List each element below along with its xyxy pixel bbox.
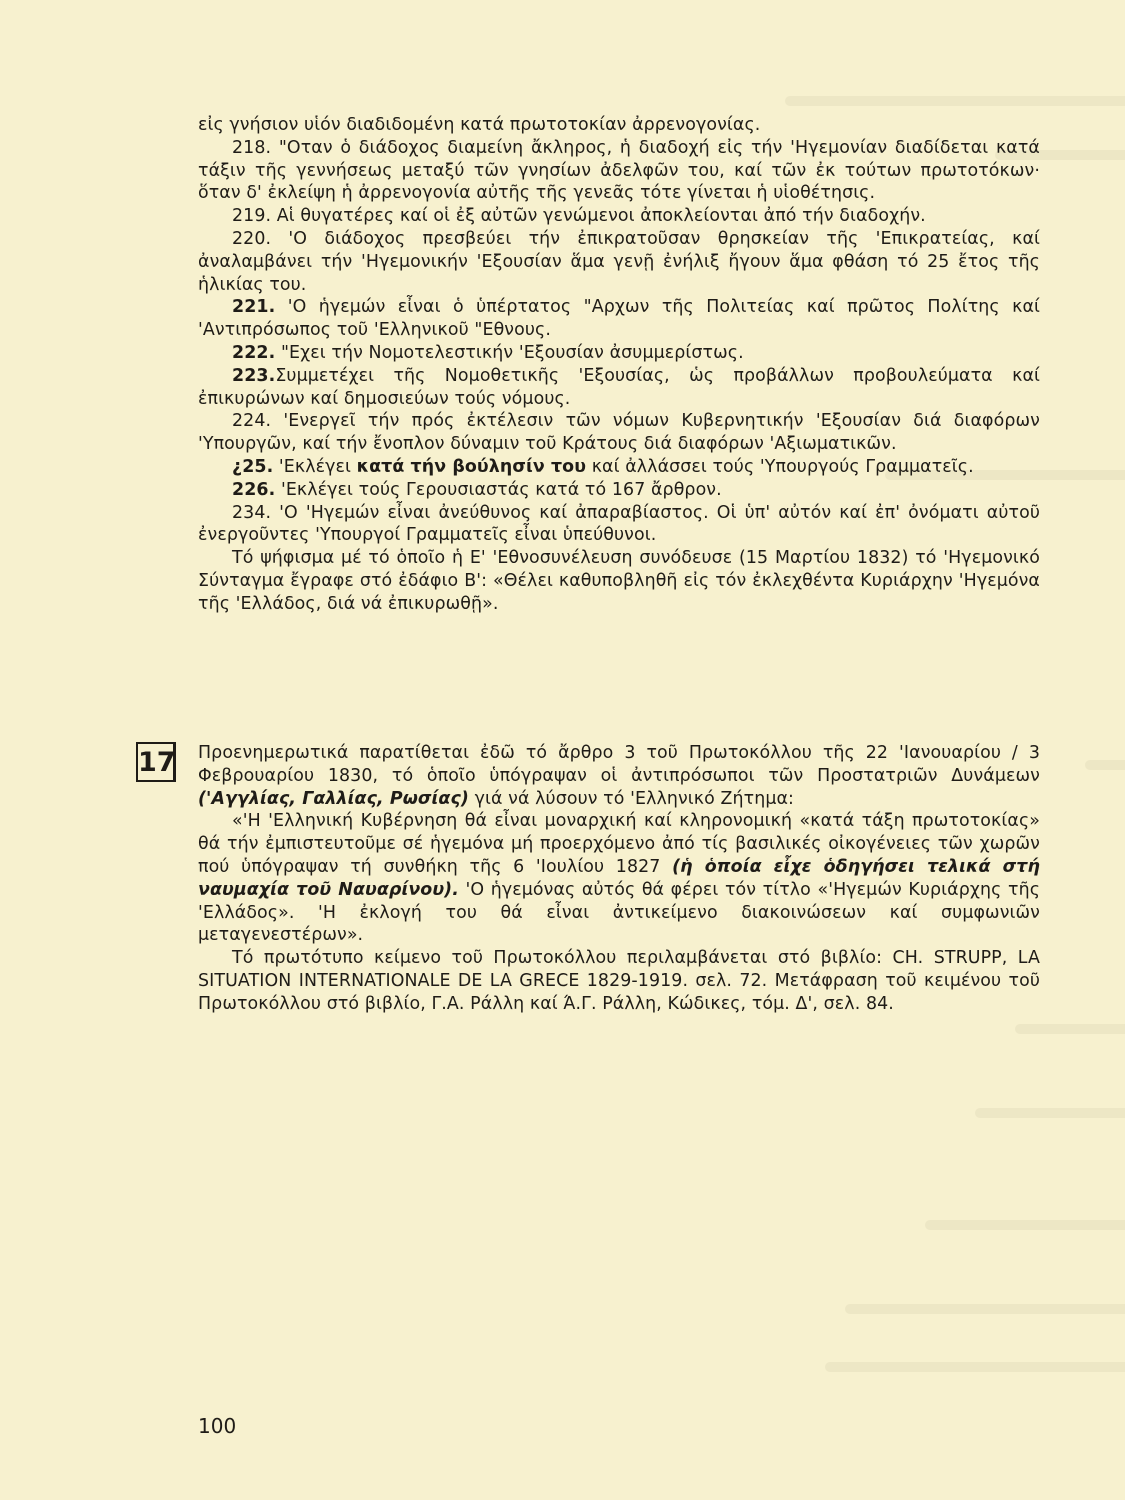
paragraph-text: εἰς γνήσιον υἱόν διαδιδομένη κατά πρωτοτοκίαν ἀρρενογονίας. <box>198 115 761 135</box>
paragraph-text: Τό πρωτότυπο κείμενο τοῦ Πρωτοκόλλου περιλαμβάνεται στό βιβλίο: CH. STRUPP, LA SITUATION INTERNATIONALE DE LA GRECE 1829-1919. σελ. 72. Μετάφραση τοῦ κειμένου τοῦ Πρωτοκόλλου στό βιβλίο, Γ.Α. Ράλλη καί Ά.Γ. Ράλλη, Κώδικες, τόμ. Δ', σελ. 84. <box>198 948 1040 1014</box>
article-number: ¿25. <box>232 456 274 477</box>
paragraph-text: Προενημερωτικά παρατίθεται ἐδῶ τό ἄρθρο 3 τοῦ Πρωτοκόλλου τῆς 22 'Ιανουαρίου / 3 Φεβρουαρίου 1830, τό ὁποῖο ὑπόγραψαν οἱ ἀντιπρόσωποι τῶν Προστατριῶν Δυνάμεων <box>198 743 1040 786</box>
constitution-articles-block <box>198 114 1040 616</box>
article-234 <box>198 502 1040 548</box>
article-222 <box>198 342 1040 365</box>
article-number: 222. <box>232 342 276 363</box>
article-text: Αἱ θυγατέρες καί οἱ ἐξ αὐτῶν γενώμενοι ἀποκλείονται ἀπό τήν διαδοχήν. <box>271 206 926 227</box>
article-text: 'Ο 'Ηγεμών εἶναι ἀνεύθυνος καί ἀπαραβίαστος. Οἱ ὑπ' αὐτόν καί ἐπ' ὀνόματι αὐτοῦ ἐνεργοῦντες 'Υπουργοί Γραμματεῖς εἶναι ὑπεύθυνοι. <box>198 502 1040 546</box>
article-225 <box>198 456 1040 479</box>
article-text: Συμμετέχει τῆς Νομοθετικῆς 'Εξουσίας, ὡς προβάλλων προβουλεύματα καί ἐπικυρώνων καί δημοσιεύων τούς νόμους. <box>198 365 1040 409</box>
article-text: 'Ο διάδοχος πρεσβεύει τήν ἐπικρατοῦσαν θρησκείαν τῆς 'Επικρατείας, καί ἀναλαμβάνει τήν 'Ηγεμονικήν 'Εξουσίαν ἅμα γενῇ ἐνήλιξ ἤγουν ἅμα φθάση τό 25 ἔτος τῆς ἡλικίας του. <box>198 228 1040 295</box>
article-number: 219. <box>232 206 272 227</box>
article-223 <box>198 365 1040 411</box>
article-221 <box>198 296 1040 342</box>
paragraph-text: Τό ψήφισμα μέ τό ὁποῖο ἡ Ε' 'Εθνοσυνέλευση συνόδευσε (15 Μαρτίου 1832) τό 'Ηγεμονικό Σύνταγμα ἔγραφε στό ἐδάφιο Β': «Θέλει καθυποβληθῆ εἰς τόν ἐκλεχθέντα Κυριάρχην 'Ηγεμόνα τῆς 'Ελλάδος, διά νά ἐπικυρωθῇ». <box>198 548 1040 614</box>
article-number: 218. <box>232 137 272 158</box>
article-number: 224. <box>232 411 272 432</box>
protocol-intro-paragraph <box>198 742 1040 810</box>
article-text: 'Ο ἡγεμών εἶναι ὁ ὑπέρτατος "Αρχων τῆς Πολιτείας καί πρῶτος Πολίτης καί 'Αντιπρόσωπος τοῦ 'Ελληνικοῦ "Εθνους. <box>198 297 1040 341</box>
powers-italic: ('Αγγλίας, Γαλλίας, Ρωσίας) <box>198 788 469 809</box>
article-number: 221. <box>232 297 276 318</box>
protocol-quote-paragraph <box>198 810 1040 947</box>
article-224 <box>198 410 1040 456</box>
source-paragraph <box>198 947 1040 1015</box>
article-220 <box>198 228 1040 296</box>
page-number: 100 <box>198 1414 237 1438</box>
article-bold-phrase: κατά τήν βούλησίν του <box>356 456 587 477</box>
article-text: 'Ενεργεῖ τήν πρός ἐκτέλεσιν τῶν νόμων Κυβερνητικήν 'Εξουσίαν διά διαφόρων 'Υπουργῶν, καί τήν ἔνοπλον δύναμιν τοῦ Κράτους διά διαφόρων 'Αξιωματικῶν. <box>198 411 1040 455</box>
protocol-note-block <box>198 742 1040 1016</box>
article-219 <box>198 205 1040 228</box>
section-marker-box: 17 <box>136 742 176 782</box>
article-218 <box>198 137 1040 205</box>
article-text: "Εχει τήν Νομοτελεστικήν 'Εξουσίαν ἀσυμμερίστως. <box>275 342 744 363</box>
paragraph-text-tail: γιά νά λύσουν τό 'Ελληνικό Ζήτημα: <box>468 788 795 809</box>
article-number: 220. <box>232 228 272 249</box>
paragraph-continuation <box>198 114 1040 137</box>
article-number: 234. <box>232 502 272 523</box>
article-226 <box>198 479 1040 502</box>
article-text: 'Εκλέγει τούς Γερουσιαστάς κατά τό 167 ἄρθρον. <box>275 479 722 500</box>
article-text: 'Εκλέγει <box>273 456 357 477</box>
article-text-tail: καί ἀλλάσσει τούς 'Υπουργούς Γραμματεῖς. <box>586 456 974 477</box>
paragraph-text: «'Η 'Ελληνική Κυβέρνηση θά εἶναι μοναρχική καί κληρονομική «κατά τάξη πρωτοτοκίας» θά τήν ἐμπιστευτοῦμε σέ ἡγεμόνα μή προερχόμενο ἀπό τίς βασιλικές οἰκογένειες τῶν χωρῶν πού ὑπόγραψαν τή συνθήκη τῆς 6 'Ιουλίου 1827 <box>198 811 1040 877</box>
article-number: 223. <box>232 365 276 386</box>
navarino-italic: (ἡ ὁποία εἶχε ὁδηγήσει τελικά στή ναυμαχία τοῦ Ναυαρίνου). <box>198 856 1040 900</box>
resolution-paragraph <box>198 547 1040 615</box>
article-text: "Οταν ὁ διάδοχος διαμείνη ἄκληρος, ἡ διαδοχή εἰς τήν 'Ηγεμονίαν διαδίδεται κατά τάξιν τῆς γεννήσεως μεταξύ τῶν γνησίων ἀδελφῶν του, καί τῶν ἐκ τούτων πρωτοτόκων· ὅταν δ' ἐκλείψη ἡ ἀρρενογονία αὐτῆς τῆς γενεᾶς τότε γίνεται ἡ υἱοθέτησις. <box>198 137 1040 204</box>
paragraph-text-tail: 'Ο ἡγεμόνας αὐτός θά φέρει τόν τίτλο «'Ηγεμών Κυριάρχης τῆς 'Ελλάδος». 'Η ἐκλογή του θά εἶναι ἀντικείμενο διακοινώσεων καί συμφωνιῶν μεταγενεστέρων». <box>198 879 1041 946</box>
article-number: 226. <box>232 479 276 500</box>
